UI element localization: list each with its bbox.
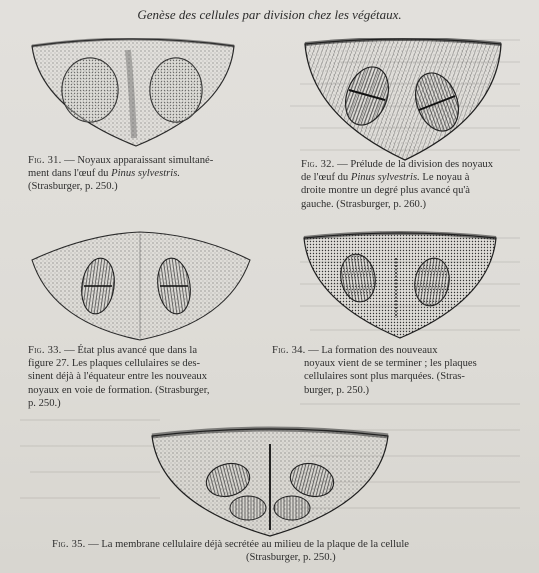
figure-34-illustration — [300, 228, 500, 340]
figure-35-illustration — [148, 424, 392, 538]
cell-outline — [304, 233, 496, 338]
caption-fig-33: Fig. 33. — État plus avancé que dans la figure 27. Les plaques cellulaires se des- sinent déjà à l'équateur entre les nouveaux noyaux en voie de formation. (Strasburger, p. 250.) — [28, 345, 210, 409]
cell-outline — [32, 232, 250, 340]
figure-32-illustration — [301, 38, 505, 162]
caption-fig-32: Fig. 32. — Prélude de la division des noyaux de l'œuf du Pinus sylvestris. Le noyau à droite montre un degré plus avancé qu'à gauche. (Strasburger, p. 260.) — [301, 159, 494, 210]
caption-fig-31: Fig. 31. — Noyaux apparaissant simultané- ment dans l'œuf du Pinus sylvestris. (Strasburger, p. 250.) — [28, 155, 214, 193]
figure-33-illustration — [28, 230, 254, 342]
figure-31-illustration — [28, 38, 238, 150]
caption-fig-34: Fig. 34. — La formation des nouveaux noyaux vient de se terminer ; les plaques cellulaires sont plus marquées. (Stras- burger, p. 250.) — [272, 345, 477, 396]
page-title: Genèse des cellules par division chez les végétaux. — [137, 7, 402, 22]
caption-fig-35: Fig. 35. — La membrane cellulaire déjà secrétée au milieu de la plaque de la cellule (Strasburger, p. 250.) — [52, 539, 409, 564]
